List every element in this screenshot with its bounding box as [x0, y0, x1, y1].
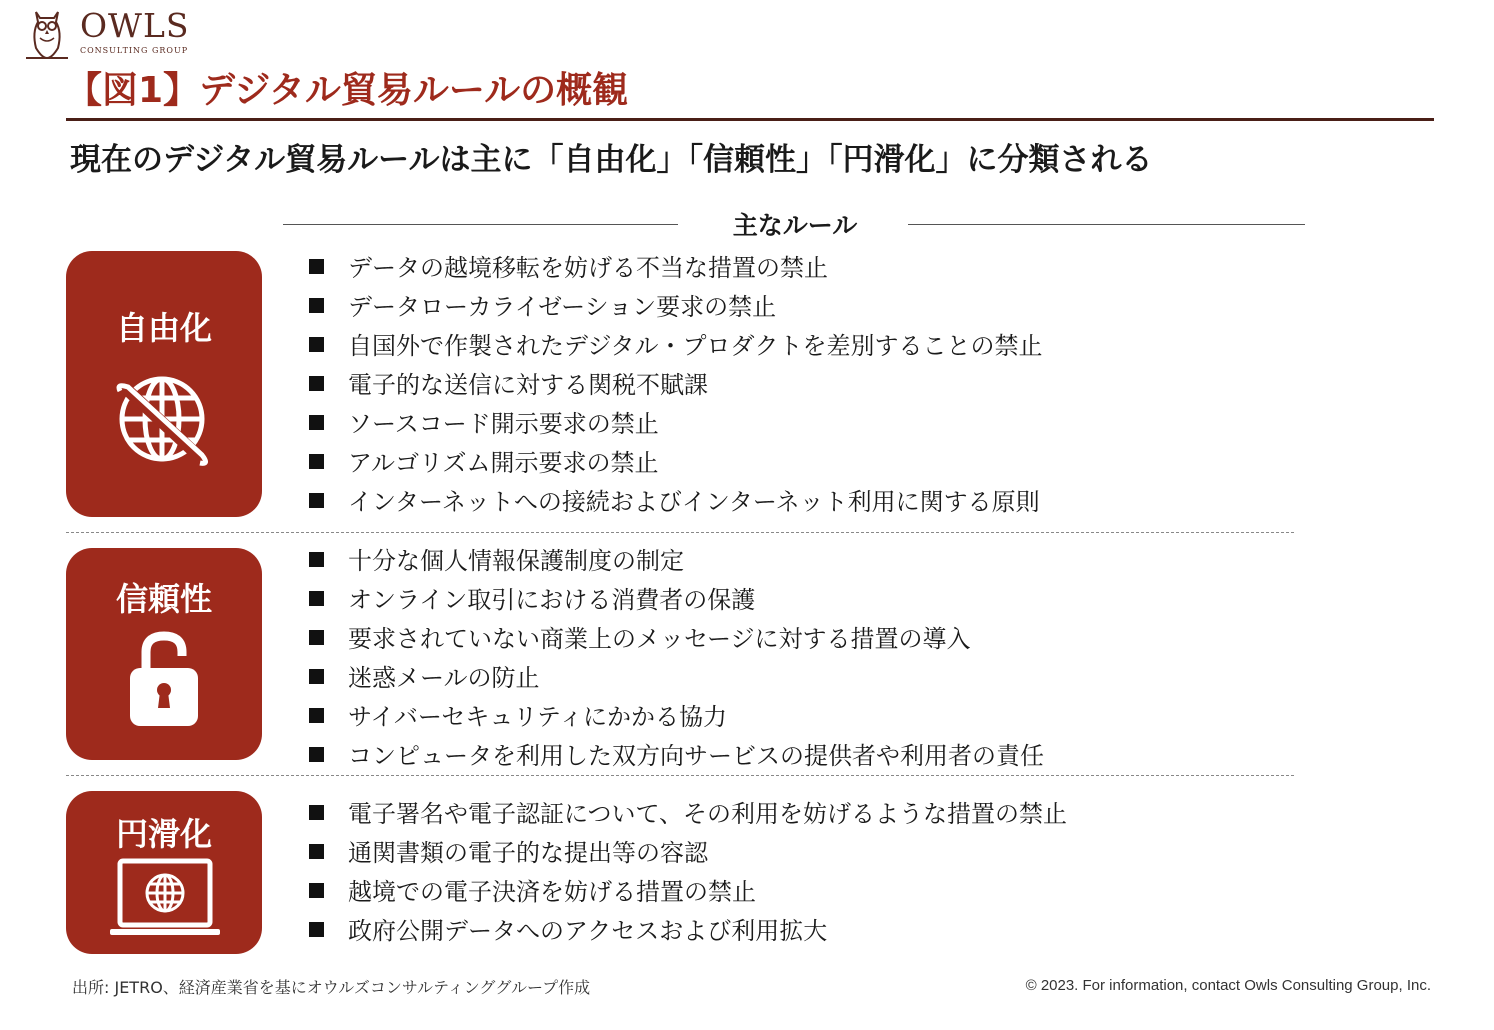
- list-item: 電子署名や電子認証について、その利用を妨げるような措置の禁止: [308, 800, 1067, 839]
- category-label: 自由化: [115, 309, 212, 347]
- source-note: 出所: JETRO、経済産業省を基にオウルズコンサルティンググループ作成: [72, 978, 591, 997]
- list-item: コンピュータを利用した双方向サービスの提供者や利用者の責任: [308, 742, 1044, 781]
- list-item: 迷惑メールの防止: [308, 664, 1044, 703]
- title-rule: [66, 118, 1434, 121]
- section-divider: [66, 532, 1294, 533]
- company-logo: [18, 4, 208, 62]
- globe-icon: [114, 373, 214, 473]
- slide-subtitle: 現在のデジタル貿易ルールは主に「自由化」「信頼性」「円滑化」に分類される: [70, 142, 1153, 178]
- category-liberalization: [66, 251, 262, 517]
- trust-rules-list: [308, 547, 1044, 781]
- category-trust: [66, 548, 262, 760]
- list-item: 電子的な送信に対する関税不賦課: [308, 371, 1043, 410]
- list-item: サイバーセキュリティにかかる協力: [308, 703, 1044, 742]
- category-label: 円滑化: [115, 815, 212, 853]
- list-item: 通関書類の電子的な提出等の容認: [308, 839, 1067, 878]
- owl-icon: [18, 4, 76, 62]
- laptop-globe-icon: [110, 857, 220, 939]
- list-item: オンライン取引における消費者の保護: [308, 586, 1044, 625]
- list-item: 越境での電子決済を妨げる措置の禁止: [308, 878, 1067, 917]
- padlock-icon: [128, 628, 200, 728]
- facilitation-rules-list: [308, 800, 1067, 956]
- list-item: 十分な個人情報保護制度の制定: [308, 547, 1044, 586]
- header-rule-right: [908, 224, 1305, 225]
- list-item: ソースコード開示要求の禁止: [308, 410, 1043, 449]
- list-item: 要求されていない商業上のメッセージに対する措置の導入: [308, 625, 1044, 664]
- liberalization-rules-list: [308, 254, 1043, 527]
- copyright-notice: © 2023. For information, contact Owls Consulting Group, Inc.: [1025, 977, 1431, 994]
- rules-header: 主なルール: [732, 211, 858, 240]
- list-item: データローカライゼーション要求の禁止: [308, 293, 1043, 332]
- list-item: 自国外で作製されたデジタル・プロダクトを差別することの禁止: [308, 332, 1043, 371]
- section-divider: [66, 775, 1294, 776]
- list-item: 政府公開データへのアクセスおよび利用拡大: [308, 917, 1067, 956]
- list-item: アルゴリズム開示要求の禁止: [308, 449, 1043, 488]
- category-label: 信頼性: [115, 580, 212, 618]
- logo-subtitle: CONSULTING GROUP: [80, 46, 189, 55]
- category-facilitation: [66, 791, 262, 954]
- header-rule-left: [283, 224, 678, 225]
- figure-title: 【図1】デジタル貿易ルールの概観: [66, 70, 629, 111]
- list-item: データの越境移転を妨げる不当な措置の禁止: [308, 254, 1043, 293]
- list-item: インターネットへの接続およびインターネット利用に関する原則: [308, 488, 1043, 527]
- logo-wordmark: OWLS: [80, 6, 190, 45]
